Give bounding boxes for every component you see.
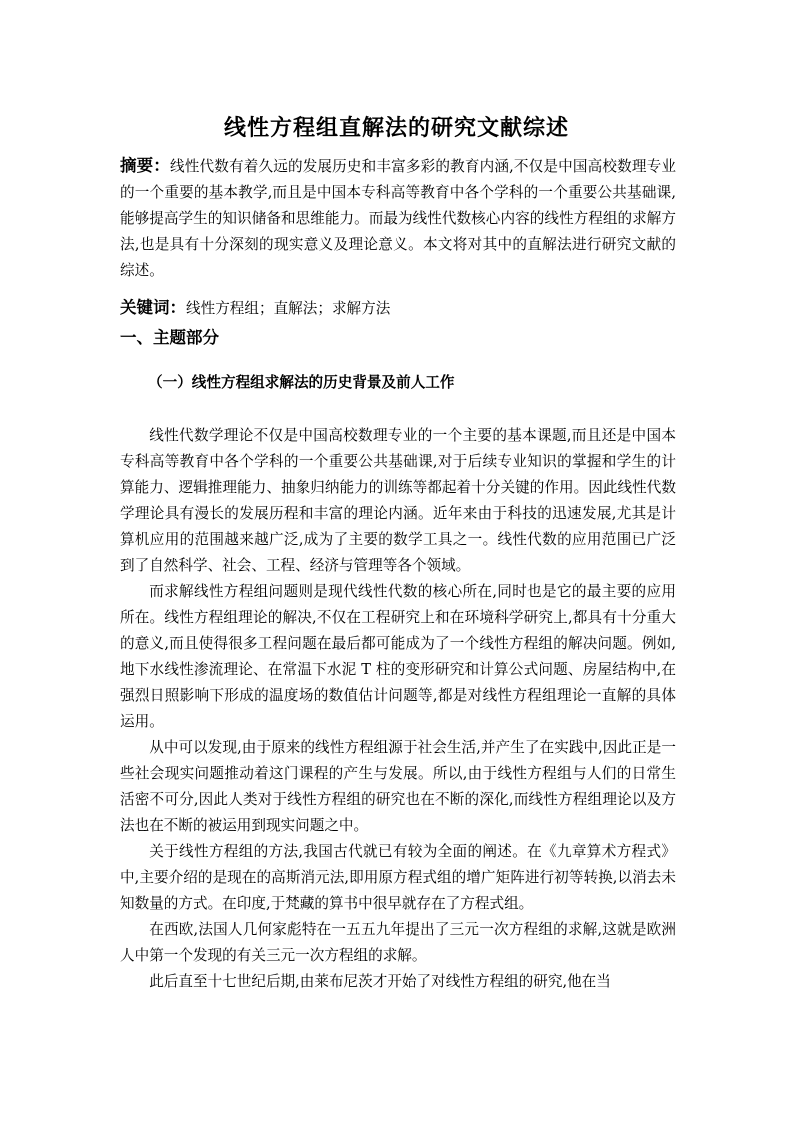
keywords-label: 关键词： — [120, 298, 186, 317]
keywords — [120, 295, 676, 322]
body-text — [120, 423, 676, 995]
paragraph: 而求解线性方程组问题则是现代线性代数的核心所在,同时也是它的最主要的应用所在。线性方程组理论的解决,不仅在工程研究上和在环境科学研究上,都具有十分重大的意义,而且使得很多工程问题在最后都可能成为了一个线性方程组的解决问题。例如,地下水线性渗流理论、在常温下水泥 T 柱的变形研究和计算公式问题、房屋结构中,在强烈日照影响下形成的温度场的数值估计问题等,都是对线性方程组理论一直解的具体运用。 — [120, 583, 676, 730]
subsection-heading: （一）线性方程组求解法的历史背景及前人工作 — [148, 374, 455, 391]
keywords-text: 线性方程组；直解法；求解方法 — [186, 300, 391, 317]
abstract-text: 线性代数有着久远的发展历史和丰富多彩的教育内涵,不仅是中国高校数理专业的一个重要的基本教学,而且是中国本专科高等教育中各个学科的一个重要公共基础课,能够提高学生的知识储备和思维能力。而最为线性代数核心内容的线性方程组的求解方法,也是具有十分深刻的现实意义及理论意义。本文将对其中的直解法进行研究文献的综述。 — [120, 158, 676, 279]
abstract — [120, 153, 676, 284]
paragraph: 在西欧,法国人几何家彪特在一五五九年提出了三元一次方程组的求解,这就是欧洲人中第一个发现的有关三元一次方程组的求解。 — [120, 921, 676, 964]
paragraph: 从中可以发现,由于原来的线性方程组源于社会生活,并产生了在实践中,因此正是一些社会现实问题推动着这门课程的产生与发展。所以,由于线性方程组与人们的日常生活密不可分,因此人类对于线性方程组的研究也在不断的深化,而线性方程组理论以及方法也在不断的被运用到现实问题之中。 — [120, 739, 676, 834]
section-heading: 一、主题部分 — [120, 328, 219, 347]
abstract-label: 摘要： — [120, 156, 170, 175]
paragraph: 此后直至十七世纪后期,由莱布尼茨才开始了对线性方程组的研究,他在当 — [149, 973, 611, 990]
paragraph: 关于线性方程组的方法,我国古代就已有较为全面的阐述。在《九章算术方程式》中,主要介绍的是现在的高斯消元法,即用原方程式组的增广矩阵进行初等转换,以消去未知数量的方式。在印度,于梵藏的算书中很早就存在了方程式组。 — [120, 843, 676, 912]
paragraph: 线性代数学理论不仅是中国高校数理专业的一个主要的基本课题,而且还是中国本专科高等教育中各个学科的一个重要公共基础课,对于后续专业知识的掌握和学生的计算能力、逻辑推理能力、抽象归纳能力的训练等都起着十分关键的作用。因此线性代数学理论具有漫长的发展历程和丰富的理论内涵。近年来由于科技的迅速发展,尤其是计算机应用的范围越来越广泛,成为了主要的数学工具之一。线性代数的应用范围已广泛到了自然科学、社会、工程、经济与管理等各个领域。 — [120, 427, 676, 574]
document-title: 线性方程组直解法的研究文献综述 — [223, 115, 569, 141]
